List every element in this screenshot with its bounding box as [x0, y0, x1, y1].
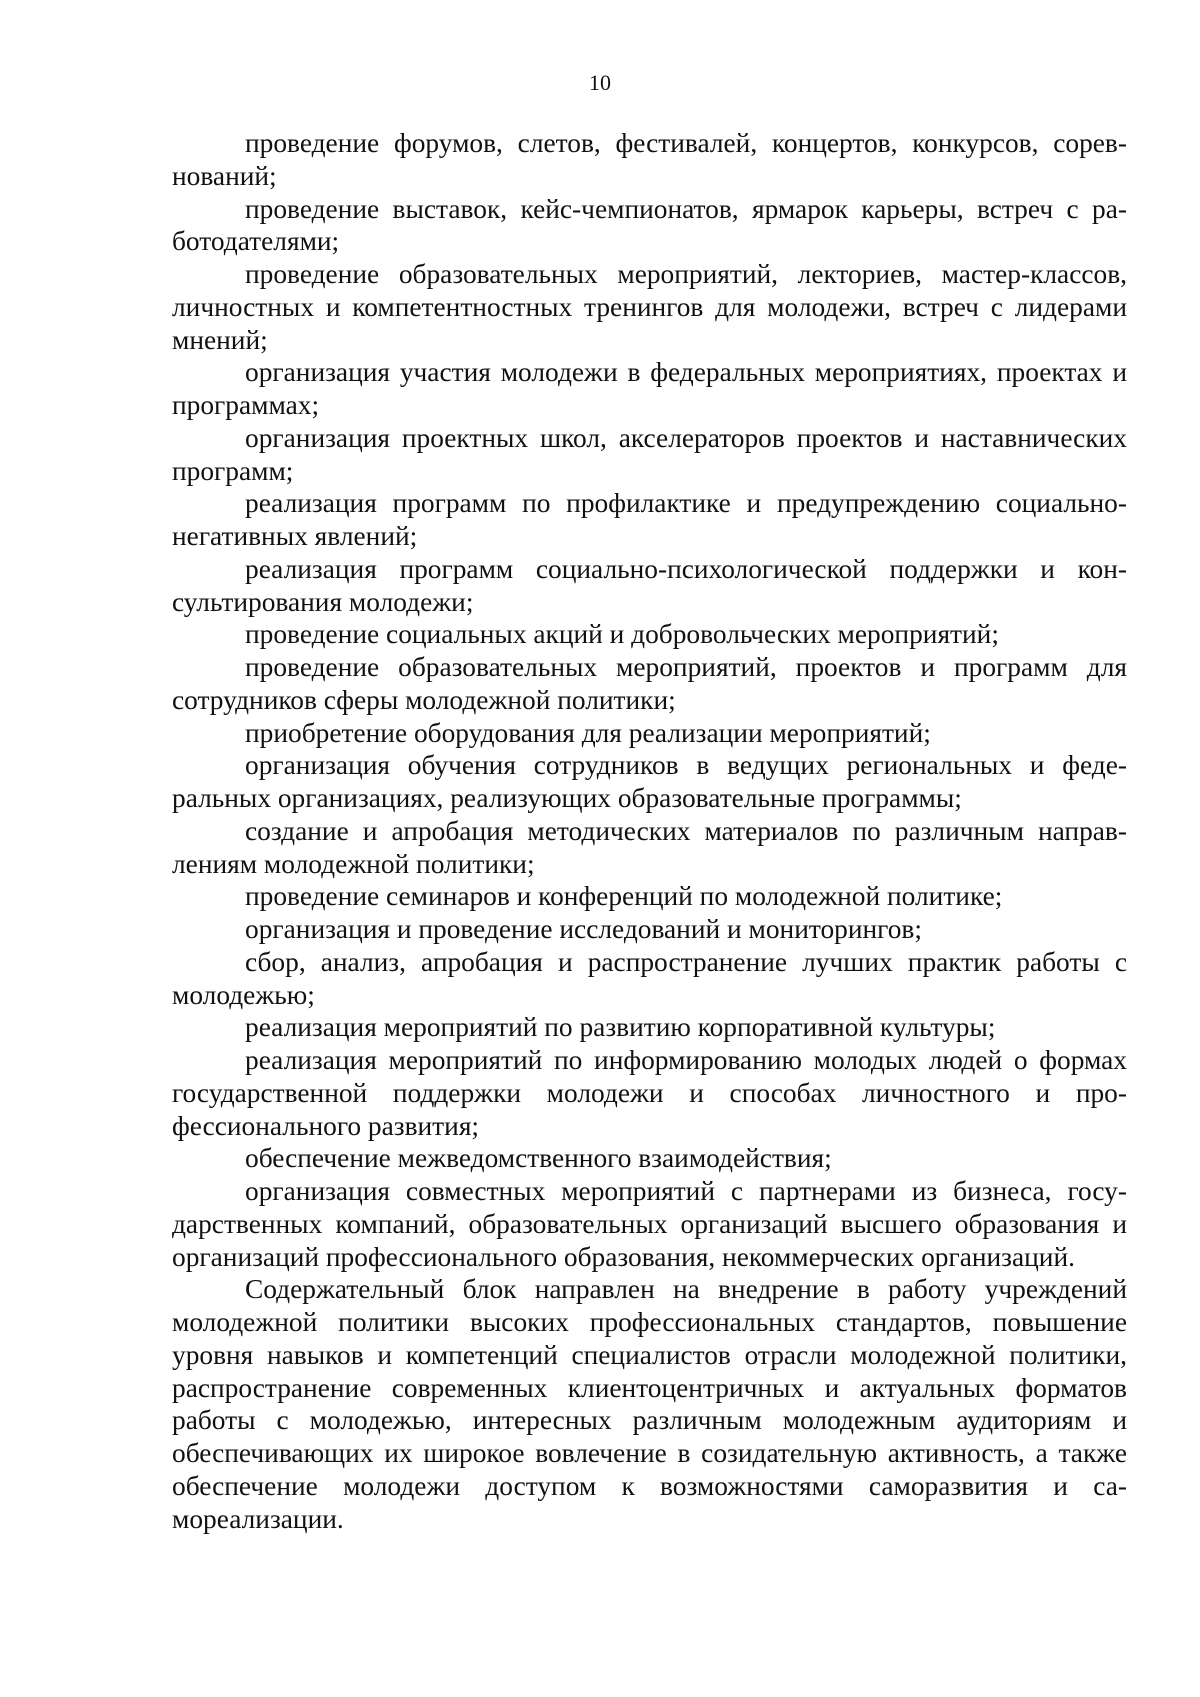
- paragraph: проведение форумов, слетов, фестивалей, концертов, конкурсов, соревнований;: [172, 128, 1127, 191]
- paragraph: проведение образовательных мероприятий, проектов и программ для сотрудников сферы молодежной политики;: [172, 652, 1127, 715]
- paragraph: обеспечение межведомственного взаимодействия;: [245, 1143, 832, 1174]
- paragraph: реализация программ по профилактике и предупреждению социально-негативных явлений;: [172, 488, 1127, 551]
- paragraph: Содержательный блок направлен на внедрение в работу учреждений молодежной политики высоких профессиональных стандартов, повышение уровня навыков и компетенций специалистов отрасли молодежной политики, распространение современных клиентоцентричных и актуальных форматов работы с молодежью, интересных различным молодежным аудиториям и обеспечивающих их широкое вовлечение в созидательную активность, а также обеспечение молодежи доступом к возможностями саморазвития и самореализации.: [172, 1274, 1127, 1534]
- paragraph: проведение образовательных мероприятий, лекториев, мастер-классов, личностных и компетентностных тренингов для молодежи, встреч с лидерами мнений;: [172, 259, 1127, 355]
- paragraph: реализация мероприятий по развитию корпоративной культуры;: [245, 1012, 996, 1043]
- paragraph: сбор, анализ, апробация и распространение лучших практик работы с молодежью;: [172, 946, 1127, 1010]
- paragraph: реализация программ социально-психологической поддержки и консультирования молодежи;: [172, 553, 1127, 617]
- paragraph: создание и апробация методических материалов по различным направлениям молодежной политики;: [172, 815, 1127, 879]
- paragraph: организация проектных школ, акселераторов проектов и наставнических программ;: [172, 422, 1127, 486]
- paragraph: реализация мероприятий по информированию молодых людей о формах государственной поддержки молодежи и способах личностного и профессионального развития;: [172, 1045, 1127, 1141]
- paragraph: приобретение оборудования для реализации мероприятий;: [245, 717, 931, 748]
- paragraph: организация совместных мероприятий с партнерами из бизнеса, государственных компаний, образовательных организаций высшего образования и организаций профессионального образования, некоммерческих организаций.: [172, 1176, 1127, 1272]
- document-body: [172, 127, 1127, 1535]
- paragraph: организация участия молодежи в федеральных мероприятиях, проектах и программах;: [172, 357, 1127, 420]
- paragraph: организация обучения сотрудников в ведущих региональных и федеральных организациях, реализующих образовательные программы;: [172, 750, 1127, 813]
- paragraph: организация и проведение исследований и мониторингов;: [245, 914, 922, 944]
- paragraph: проведение социальных акций и добровольческих мероприятий;: [245, 619, 999, 650]
- page-number: 10: [589, 70, 611, 95]
- paragraph: проведение семинаров и конференций по молодежной политике;: [245, 881, 1003, 912]
- paragraph: проведение выставок, кейс-чемпионатов, ярмарок карьеры, встреч с работодателями;: [172, 193, 1127, 257]
